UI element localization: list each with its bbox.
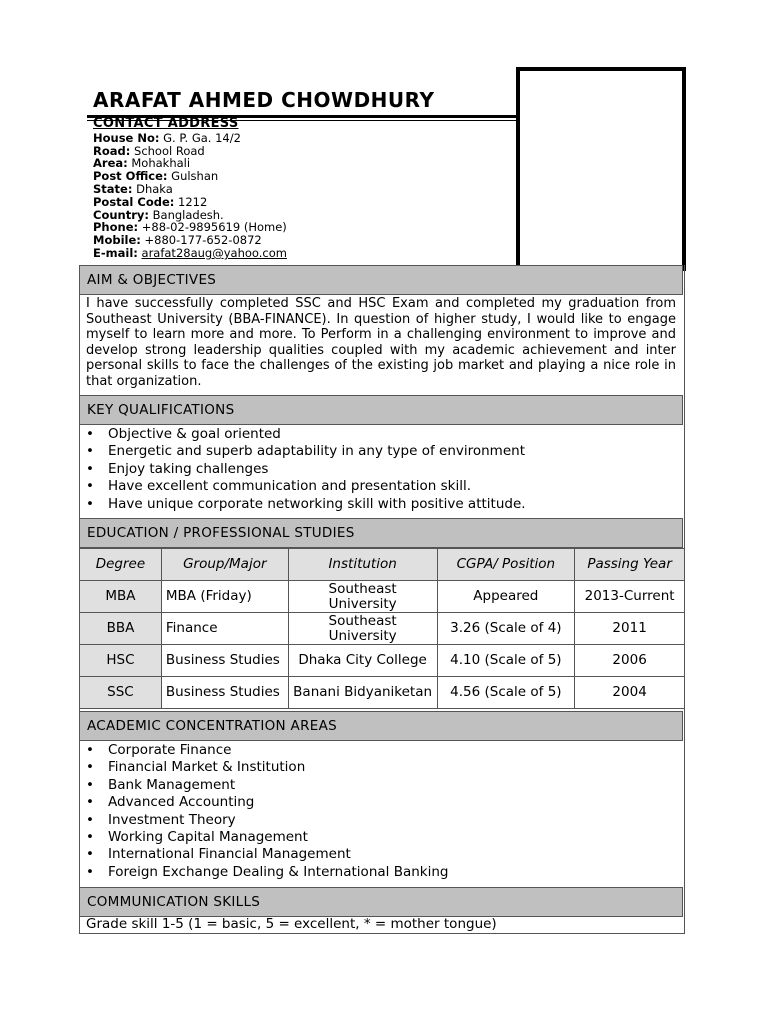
grade-skill-note: Grade skill 1-5 (1 = basic, 5 = excellent, * = mother tongue) (86, 916, 497, 932)
list-item: • Investment Theory (86, 812, 676, 829)
cgpa-cell: Appeared (437, 581, 575, 613)
candidate-name: ARAFAT AHMED CHOWDHURY (93, 88, 435, 112)
year-cell: 2006 (575, 645, 685, 677)
contact-line-state: State: Dhaka (93, 181, 173, 196)
institution-cell: Southeast University (288, 613, 437, 645)
table-row (80, 645, 685, 677)
column-header-institution: Institution (288, 549, 437, 581)
contact-line-email: E-mail: arafat28aug@yahoo.com (93, 245, 287, 260)
contact-line-area: Area: Mohakhali (93, 156, 191, 171)
section-heading-education: EDUCATION / PROFESSIONAL STUDIES (79, 518, 683, 548)
section-heading-aim: AIM & OBJECTIVES (79, 265, 683, 295)
list-item: • Corporate Finance (86, 742, 676, 759)
degree-cell: MBA (80, 581, 162, 613)
table-header-row (80, 549, 685, 581)
institution-cell: Banani Bidyaniketan (288, 677, 437, 709)
email-link[interactable]: arafat28aug@yahoo.com (141, 245, 287, 260)
list-item: • Energetic and superb adaptability in any type of environment (86, 443, 676, 460)
year-cell: 2013-Current (575, 581, 685, 613)
degree-cell: BBA (80, 613, 162, 645)
degree-cell: HSC (80, 645, 162, 677)
table-row (80, 677, 685, 709)
contact-line-country: Country: Bangladesh. (93, 207, 224, 222)
column-header-group: Group/Major (161, 549, 288, 581)
degree-cell: SSC (80, 677, 162, 709)
contact-line-postal-code: Postal Code: 1212 (93, 194, 208, 209)
table-row (80, 613, 685, 645)
list-item: • Foreign Exchange Dealing & International Banking (86, 864, 676, 881)
list-item: • Financial Market & Institution (86, 759, 676, 776)
group-cell: Finance (161, 613, 288, 645)
list-item: • Bank Management (86, 777, 676, 794)
section-heading-qualifications: KEY QUALIFICATIONS (79, 395, 683, 425)
column-header-cgpa: CGPA/ Position (437, 549, 575, 581)
institution-cell: Dhaka City College (288, 645, 437, 677)
list-item: • Have unique corporate networking skill with positive attitude. (86, 496, 676, 513)
list-item: • Advanced Accounting (86, 794, 676, 811)
year-cell: 2004 (575, 677, 685, 709)
list-item: • Working Capital Management (86, 829, 676, 846)
group-cell: MBA (Friday) (161, 581, 288, 613)
column-header-degree: Degree (80, 549, 162, 581)
photo-placeholder (516, 67, 686, 271)
contact-address-block (93, 118, 287, 260)
section-heading-communication: COMMUNICATION SKILLS (79, 887, 683, 917)
list-item: • Have excellent communication and presentation skill. (86, 478, 676, 495)
qualifications-list (86, 426, 676, 513)
contact-line-post-office: Post Office: Gulshan (93, 169, 219, 184)
contact-line-mobile: Mobile: +880-177-652-0872 (93, 233, 262, 248)
contact-heading: CONTACT ADDRESS (93, 116, 239, 131)
list-item: • International Financial Management (86, 846, 676, 863)
table-row (80, 581, 685, 613)
cgpa-cell: 4.10 (Scale of 5) (437, 645, 575, 677)
concentration-list (86, 742, 676, 881)
group-cell: Business Studies (161, 645, 288, 677)
contact-line-phone: Phone: +88-02-9895619 (Home) (93, 220, 287, 235)
cgpa-cell: 3.26 (Scale of 4) (437, 613, 575, 645)
list-item: • Enjoy taking challenges (86, 461, 676, 478)
education-table (79, 548, 685, 709)
section-heading-concentration: ACADEMIC CONCENTRATION AREAS (79, 711, 683, 741)
year-cell: 2011 (575, 613, 685, 645)
group-cell: Business Studies (161, 677, 288, 709)
list-item: • Objective & goal oriented (86, 426, 676, 443)
institution-cell: Southeast University (288, 581, 437, 613)
contact-line-road: Road: School Road (93, 143, 205, 158)
cgpa-cell: 4.56 (Scale of 5) (437, 677, 575, 709)
contact-line-house: House No: G. P. Ga. 14/2 (93, 130, 241, 145)
aim-paragraph: I have successfully completed SSC and HSC Exam and completed my graduation from Southeast University (BBA-FINANCE). In question of higher study, I would like to engage myself to learn more and more. To Perform in a challenging environment to improve and develop strong leadership qualities coupled with my academic achievement and inter personal skills to face the challenges of the existing job market and playing a nice role in that organization. (86, 296, 676, 389)
column-header-passing-year: Passing Year (575, 549, 685, 581)
